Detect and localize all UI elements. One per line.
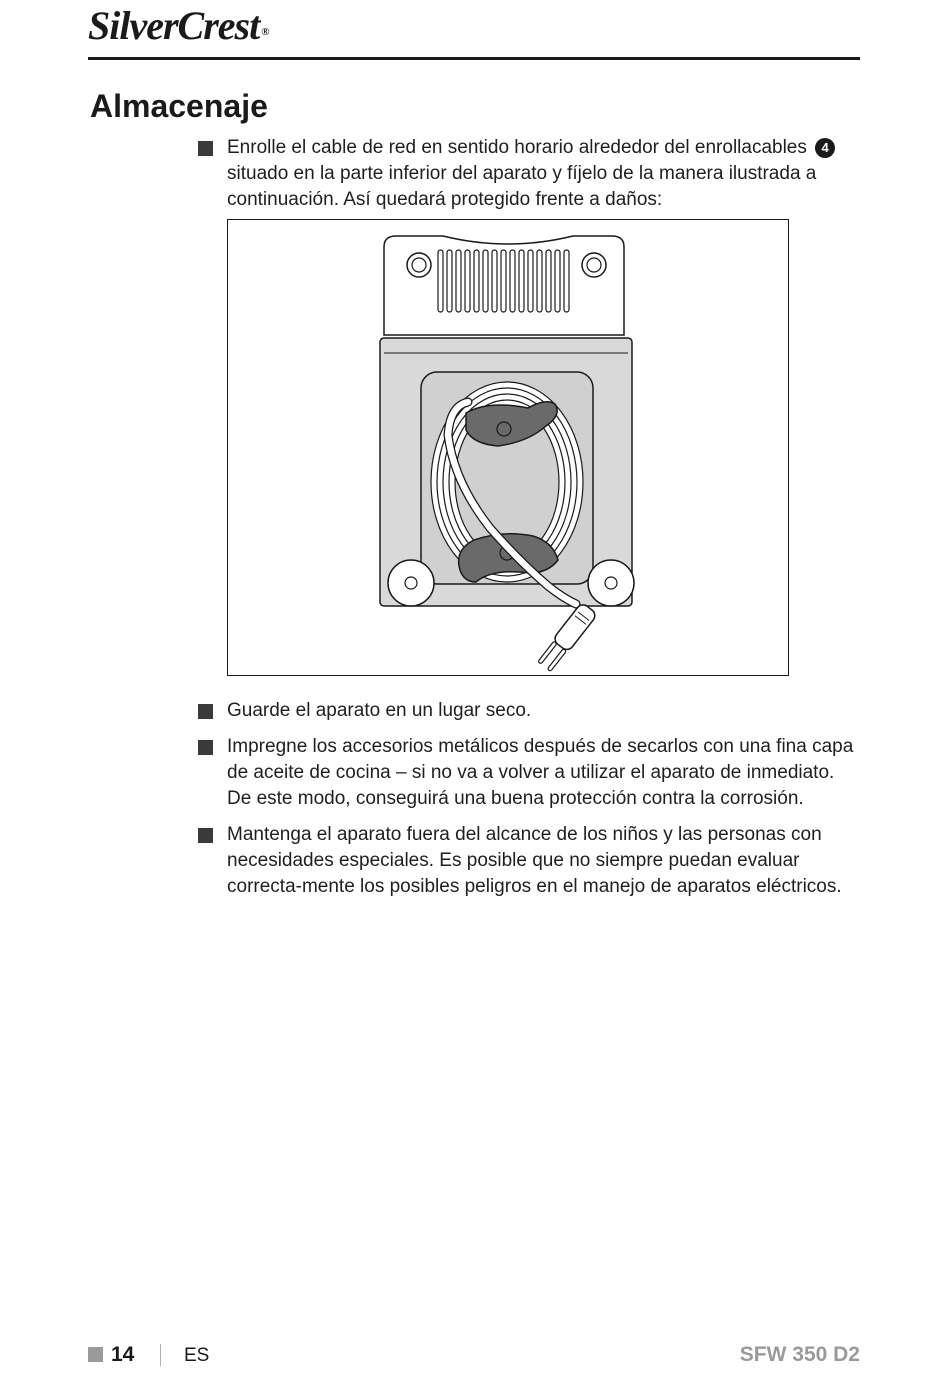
header-rule — [88, 57, 860, 60]
bullet-square-icon — [198, 141, 213, 156]
bullet-item-2 — [198, 698, 860, 724]
section-title: Almacenaje — [90, 88, 268, 124]
bullet-item-3 — [198, 734, 860, 812]
bullet-text: Impregne los accesorios metálicos después de secarlos con una fina capa de aceite de cocina – si no va a volver a utilizar el aparato de inmediato. De este modo, conseguirá una buena protección contra la corrosión. — [227, 736, 854, 809]
footer-square-icon — [88, 1347, 103, 1362]
bullet-text: Enrolle el cable de red en sentido horario alrededor del enrollacables 4 situado en la parte inferior del aparato y fíjelo de la manera ilustrada a continuación. Así quedará protegido frente a daños: — [227, 135, 860, 213]
model-number: SFW 350 D2 — [739, 1343, 860, 1366]
bullet-text: Mantenga el aparato fuera del alcance de los niños y las personas con necesidades especiales. Es posible que no siempre puedan evaluar correcta-mente los posibles peligros en el manejo de aparatos eléctricos. — [227, 824, 842, 897]
language-code: ES — [184, 1345, 210, 1366]
bullet-text: Guarde el aparato en un lugar seco. — [227, 700, 532, 721]
footer-divider — [160, 1344, 161, 1366]
cord-storage-illustration — [227, 219, 789, 676]
bullet-item-1 — [198, 135, 860, 213]
registered-mark: ® — [261, 26, 269, 38]
brand-name: SilverCrest — [88, 3, 260, 48]
bullet-item-4 — [198, 822, 860, 900]
device-underside-drawing — [228, 220, 790, 677]
bullet-square-icon — [198, 704, 213, 719]
bullet-square-icon — [198, 740, 213, 755]
bullet-square-icon — [198, 828, 213, 843]
brand-logo — [88, 3, 269, 48]
page-number: 14 — [111, 1343, 135, 1366]
reference-number-badge: 4 — [815, 138, 835, 158]
